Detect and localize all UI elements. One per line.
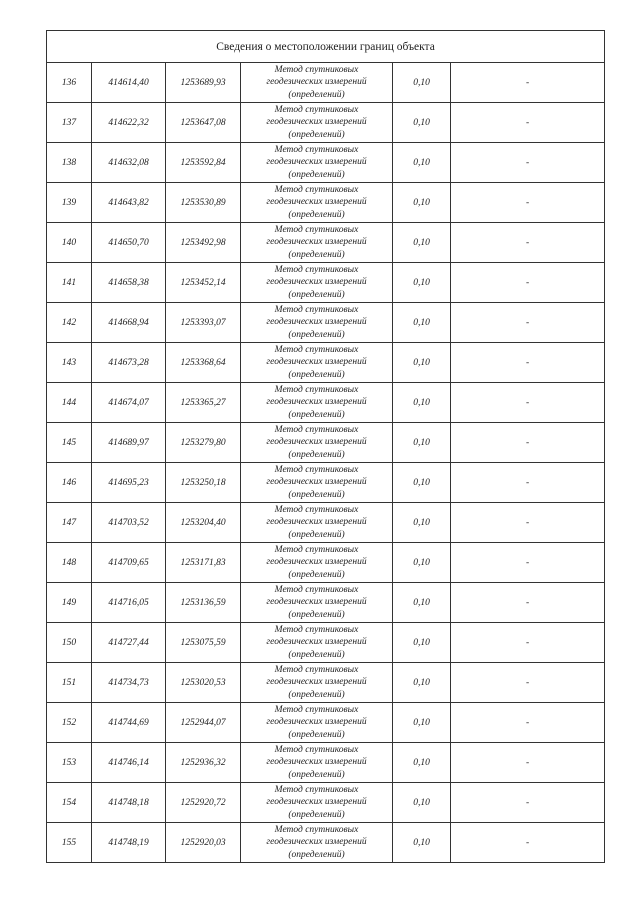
method-line: геодезических измерений (266, 397, 367, 408)
description-cell: - (451, 583, 605, 623)
accuracy-cell: 0,10 (393, 223, 451, 263)
method-line: Метод спутниковых (274, 584, 359, 595)
accuracy-cell: 0,10 (393, 143, 451, 183)
description-cell: - (451, 143, 605, 183)
table-row (47, 303, 605, 343)
table-row (47, 263, 605, 303)
description-cell: - (451, 343, 605, 383)
method-line: Метод спутниковых (274, 824, 359, 835)
method-line: геодезических измерений (266, 837, 367, 848)
method-cell (241, 343, 393, 383)
point-number-cell: 136 (47, 63, 92, 103)
method-line: геодезических измерений (266, 277, 367, 288)
coord-x-cell: 414703,52 (92, 503, 166, 543)
method-line: Метод спутниковых (274, 344, 359, 355)
method-cell (241, 703, 393, 743)
method-line: геодезических измерений (266, 797, 367, 808)
accuracy-cell: 0,10 (393, 183, 451, 223)
description-cell: - (451, 103, 605, 143)
table-row (47, 183, 605, 223)
table-row (47, 743, 605, 783)
coord-y-cell: 1253075,59 (166, 623, 241, 663)
coord-x-cell: 414709,65 (92, 543, 166, 583)
method-line: геодезических измерений (266, 477, 367, 488)
accuracy-cell: 0,10 (393, 503, 451, 543)
method-line: (определений) (288, 289, 345, 300)
accuracy-cell: 0,10 (393, 663, 451, 703)
accuracy-cell: 0,10 (393, 463, 451, 503)
method-cell (241, 103, 393, 143)
method-cell (241, 383, 393, 423)
coord-y-cell: 1253452,14 (166, 263, 241, 303)
coord-y-cell: 1253492,98 (166, 223, 241, 263)
method-cell (241, 223, 393, 263)
table-body (47, 31, 605, 863)
accuracy-cell: 0,10 (393, 583, 451, 623)
method-cell (241, 663, 393, 703)
method-line: Метод спутниковых (274, 704, 359, 715)
accuracy-cell: 0,10 (393, 63, 451, 103)
description-cell: - (451, 703, 605, 743)
point-number-cell: 140 (47, 223, 92, 263)
method-line: Метод спутниковых (274, 264, 359, 275)
coord-y-cell: 1253647,08 (166, 103, 241, 143)
method-line: (определений) (288, 609, 345, 620)
point-number-cell: 150 (47, 623, 92, 663)
description-cell: - (451, 823, 605, 863)
method-line: (определений) (288, 809, 345, 820)
method-line: геодезических измерений (266, 237, 367, 248)
coord-x-cell: 414673,28 (92, 343, 166, 383)
description-cell: - (451, 503, 605, 543)
table-row (47, 343, 605, 383)
method-line: геодезических измерений (266, 117, 367, 128)
coord-y-cell: 1253530,89 (166, 183, 241, 223)
method-line: геодезических измерений (266, 597, 367, 608)
method-line: (определений) (288, 369, 345, 380)
description-cell: - (451, 423, 605, 463)
method-line: геодезических измерений (266, 157, 367, 168)
coord-x-cell: 414658,38 (92, 263, 166, 303)
method-line: Метод спутниковых (274, 464, 359, 475)
method-line: геодезических измерений (266, 517, 367, 528)
method-line: (определений) (288, 769, 345, 780)
method-cell (241, 783, 393, 823)
accuracy-cell: 0,10 (393, 383, 451, 423)
method-line: (определений) (288, 649, 345, 660)
accuracy-cell: 0,10 (393, 103, 451, 143)
coord-y-cell: 1253279,80 (166, 423, 241, 463)
coord-y-cell: 1252936,32 (166, 743, 241, 783)
method-line: (определений) (288, 449, 345, 460)
method-line: (определений) (288, 329, 345, 340)
method-line: Метод спутниковых (274, 624, 359, 635)
accuracy-cell: 0,10 (393, 743, 451, 783)
method-line: геодезических измерений (266, 677, 367, 688)
table-title: Сведения о местоположении границ объекта (47, 31, 605, 63)
method-line: геодезических измерений (266, 557, 367, 568)
coord-y-cell: 1253171,83 (166, 543, 241, 583)
coord-x-cell: 414746,14 (92, 743, 166, 783)
coord-y-cell: 1253365,27 (166, 383, 241, 423)
method-line: Метод спутниковых (274, 184, 359, 195)
coord-x-cell: 414614,40 (92, 63, 166, 103)
point-number-cell: 152 (47, 703, 92, 743)
table-row (47, 103, 605, 143)
point-number-cell: 151 (47, 663, 92, 703)
point-number-cell: 145 (47, 423, 92, 463)
table-row (47, 703, 605, 743)
point-number-cell: 149 (47, 583, 92, 623)
coord-y-cell: 1253592,84 (166, 143, 241, 183)
method-line: Метод спутниковых (274, 384, 359, 395)
coord-x-cell: 414748,18 (92, 783, 166, 823)
method-line: Метод спутниковых (274, 304, 359, 315)
coord-x-cell: 414668,94 (92, 303, 166, 343)
coord-x-cell: 414734,73 (92, 663, 166, 703)
point-number-cell: 155 (47, 823, 92, 863)
method-line: (определений) (288, 409, 345, 420)
description-cell: - (451, 463, 605, 503)
coord-y-cell: 1253393,07 (166, 303, 241, 343)
accuracy-cell: 0,10 (393, 263, 451, 303)
point-number-cell: 148 (47, 543, 92, 583)
table-row (47, 663, 605, 703)
description-cell: - (451, 783, 605, 823)
table-row (47, 63, 605, 103)
coord-x-cell: 414695,23 (92, 463, 166, 503)
point-number-cell: 147 (47, 503, 92, 543)
method-cell (241, 623, 393, 663)
method-cell (241, 183, 393, 223)
method-line: (определений) (288, 529, 345, 540)
point-number-cell: 141 (47, 263, 92, 303)
method-cell (241, 263, 393, 303)
accuracy-cell: 0,10 (393, 703, 451, 743)
method-line: геодезических измерений (266, 757, 367, 768)
accuracy-cell: 0,10 (393, 543, 451, 583)
method-line: геодезических измерений (266, 197, 367, 208)
method-line: геодезических измерений (266, 317, 367, 328)
method-line: Метод спутниковых (274, 424, 359, 435)
description-cell: - (451, 543, 605, 583)
description-cell: - (451, 303, 605, 343)
method-line: Метод спутниковых (274, 784, 359, 795)
method-line: Метод спутниковых (274, 664, 359, 675)
coord-x-cell: 414643,82 (92, 183, 166, 223)
coord-y-cell: 1253204,40 (166, 503, 241, 543)
method-line: геодезических измерений (266, 437, 367, 448)
table-row (47, 423, 605, 463)
coord-y-cell: 1252944,07 (166, 703, 241, 743)
accuracy-cell: 0,10 (393, 783, 451, 823)
coord-x-cell: 414744,69 (92, 703, 166, 743)
accuracy-cell: 0,10 (393, 423, 451, 463)
boundary-sheet (46, 30, 604, 863)
point-number-cell: 154 (47, 783, 92, 823)
table-row (47, 823, 605, 863)
method-line: Метод спутниковых (274, 744, 359, 755)
method-cell (241, 303, 393, 343)
description-cell: - (451, 263, 605, 303)
table-row (47, 543, 605, 583)
coord-x-cell: 414716,05 (92, 583, 166, 623)
coord-y-cell: 1253136,59 (166, 583, 241, 623)
coord-x-cell: 414632,08 (92, 143, 166, 183)
method-cell (241, 63, 393, 103)
method-cell (241, 583, 393, 623)
coord-y-cell: 1252920,72 (166, 783, 241, 823)
table-row (47, 623, 605, 663)
point-number-cell: 143 (47, 343, 92, 383)
description-cell: - (451, 383, 605, 423)
coord-y-cell: 1253689,93 (166, 63, 241, 103)
point-number-cell: 138 (47, 143, 92, 183)
table-row (47, 783, 605, 823)
method-cell (241, 503, 393, 543)
accuracy-cell: 0,10 (393, 623, 451, 663)
method-line: (определений) (288, 129, 345, 140)
method-line: Метод спутниковых (274, 504, 359, 515)
method-line: геодезических измерений (266, 357, 367, 368)
table-row (47, 143, 605, 183)
table-row (47, 583, 605, 623)
method-line: (определений) (288, 249, 345, 260)
method-line: (определений) (288, 489, 345, 500)
coord-x-cell: 414650,70 (92, 223, 166, 263)
method-cell (241, 463, 393, 503)
coord-x-cell: 414748,19 (92, 823, 166, 863)
method-line: (определений) (288, 689, 345, 700)
coord-x-cell: 414622,32 (92, 103, 166, 143)
method-line: Метод спутниковых (274, 104, 359, 115)
boundary-table (46, 30, 605, 863)
method-line: (определений) (288, 849, 345, 860)
description-cell: - (451, 743, 605, 783)
method-cell (241, 143, 393, 183)
table-row (47, 383, 605, 423)
table-row (47, 223, 605, 263)
description-cell: - (451, 183, 605, 223)
description-cell: - (451, 663, 605, 703)
coord-y-cell: 1253368,64 (166, 343, 241, 383)
coord-y-cell: 1253250,18 (166, 463, 241, 503)
table-row (47, 463, 605, 503)
description-cell: - (451, 63, 605, 103)
table-row (47, 503, 605, 543)
method-line: (определений) (288, 169, 345, 180)
coord-y-cell: 1253020,53 (166, 663, 241, 703)
point-number-cell: 142 (47, 303, 92, 343)
coord-x-cell: 414689,97 (92, 423, 166, 463)
method-line: (определений) (288, 209, 345, 220)
method-line: геодезических измерений (266, 717, 367, 728)
accuracy-cell: 0,10 (393, 823, 451, 863)
point-number-cell: 153 (47, 743, 92, 783)
accuracy-cell: 0,10 (393, 303, 451, 343)
point-number-cell: 137 (47, 103, 92, 143)
table-header-row (47, 31, 605, 63)
point-number-cell: 144 (47, 383, 92, 423)
point-number-cell: 139 (47, 183, 92, 223)
coord-x-cell: 414674,07 (92, 383, 166, 423)
method-cell (241, 823, 393, 863)
method-line: Метод спутниковых (274, 544, 359, 555)
method-line: (определений) (288, 729, 345, 740)
method-cell (241, 423, 393, 463)
point-number-cell: 146 (47, 463, 92, 503)
method-line: Метод спутниковых (274, 144, 359, 155)
method-line: геодезических измерений (266, 77, 367, 88)
method-line: (определений) (288, 89, 345, 100)
coord-x-cell: 414727,44 (92, 623, 166, 663)
method-line: Метод спутниковых (274, 224, 359, 235)
method-line: геодезических измерений (266, 637, 367, 648)
method-line: (определений) (288, 569, 345, 580)
method-line: Метод спутниковых (274, 64, 359, 75)
description-cell: - (451, 623, 605, 663)
coord-y-cell: 1252920,03 (166, 823, 241, 863)
method-cell (241, 543, 393, 583)
method-cell (241, 743, 393, 783)
description-cell: - (451, 223, 605, 263)
accuracy-cell: 0,10 (393, 343, 451, 383)
